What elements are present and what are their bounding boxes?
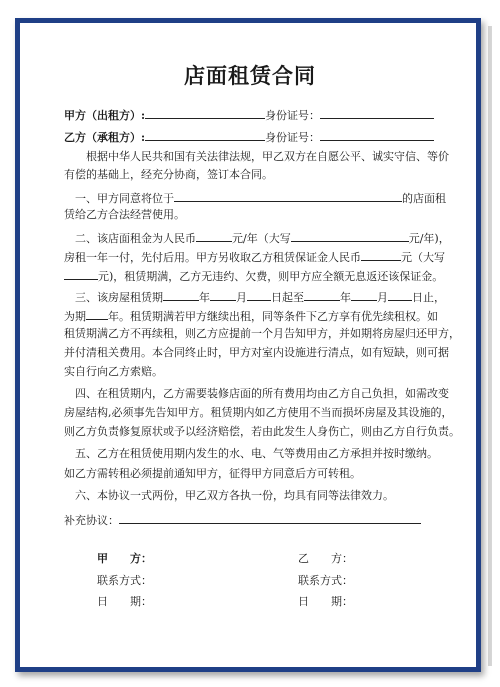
party-a-id-blank[interactable] xyxy=(320,107,434,119)
clause-2-line-3 xyxy=(64,268,443,284)
clause-3-line-5: 实自行向乙方索赔。 xyxy=(64,365,163,378)
sig-b-date: 日 期： xyxy=(298,595,353,608)
clause-1-location-blank[interactable] xyxy=(174,190,402,202)
clause-4-line-3: 则乙方负责修复原状或予以经济赔偿，若由此发生人身伤亡，则由乙方自行负责。 xyxy=(64,425,460,438)
start-month-unit: 月 xyxy=(236,291,247,304)
party-b-label: 乙方（承租方）: xyxy=(64,131,146,144)
party-b-id-blank[interactable] xyxy=(320,129,434,141)
clause-2-text-c: 元/年)， xyxy=(408,232,450,245)
term-years-blank[interactable] xyxy=(86,308,108,320)
party-a-id-label: 身份证号： xyxy=(265,109,321,122)
start-month-blank[interactable] xyxy=(210,289,236,301)
sig-a-contact: 联系方式： xyxy=(97,574,152,587)
party-b-id-label: 身份证号： xyxy=(265,131,321,144)
supplement-line xyxy=(64,512,421,528)
party-a-label: 甲方（出租方）: xyxy=(64,109,146,122)
sig-b-party: 乙 方： xyxy=(298,552,353,565)
party-b-blank[interactable] xyxy=(145,129,265,141)
page-shadow xyxy=(488,26,492,666)
start-day-unit: 日起至 xyxy=(271,291,304,304)
clause-3-text-b: 为期 xyxy=(64,310,86,323)
clause-4-line-2: 房屋结构,必须事先告知甲方。租赁期内如乙方使用不当而损坏房屋及其设施的， xyxy=(64,406,453,419)
rent-amount-blank[interactable] xyxy=(196,230,232,242)
clause-3-line-3: 租赁期满乙方不再续租，则乙方应提前一个月告知甲方，并如期将房屋归还甲方， xyxy=(64,327,460,340)
sig-a-party: 甲 方： xyxy=(97,552,152,565)
end-month-blank[interactable] xyxy=(351,289,377,301)
end-year-unit: 年 xyxy=(340,291,351,304)
sig-b-contact: 联系方式： xyxy=(298,574,353,587)
clause-2-text-b: 元/年（大写 xyxy=(232,232,291,245)
intro-line-1: 根据中华人民共和国有关法律法规，甲乙双方在自愿公平、诚实守信、等价 xyxy=(86,150,449,163)
start-year-blank[interactable] xyxy=(163,289,199,301)
end-month-unit: 月 xyxy=(377,291,388,304)
clause-5-line-2: 如乙方需转租必须提前通知甲方，征得甲方同意后方可转租。 xyxy=(64,467,361,480)
clause-6-line: 六、本协议一式两份，甲乙双方各执一份，均具有同等法律效力。 xyxy=(75,489,394,502)
clause-5-line-1: 五、乙方在租赁使用期内发生的水、电、气等费用由乙方承担并按时缴纳。 xyxy=(75,447,438,460)
end-day-unit: 日止， xyxy=(412,291,445,304)
supplement-blank[interactable] xyxy=(119,512,421,524)
clause-3-text-c: 年。租赁期满若甲方继续出租，同等条件下乙方享有优先续租权。如 xyxy=(108,310,438,323)
clause-1-text-a: 一、甲方同意将位于 xyxy=(75,192,174,205)
clause-1-line-2: 赁给乙方合法经营使用。 xyxy=(64,208,185,221)
deposit-uppercase-blank[interactable] xyxy=(64,268,98,280)
clause-3-line-2 xyxy=(64,308,438,324)
clause-3-line-4: 并付清租关费用。本合同终止时，甲方对室内设施进行清点，如有短缺，则可据 xyxy=(64,346,449,359)
clause-2-text-a: 二、该店面租金为人民币 xyxy=(75,232,196,245)
clause-2-line-2 xyxy=(64,249,445,265)
deposit-amount-blank[interactable] xyxy=(361,249,401,261)
document-title: 店面租赁合同 xyxy=(184,64,316,88)
clause-2-text-d: 房租一年一付，先付后用。甲方另收取乙方租赁保证金人民币 xyxy=(64,251,361,264)
start-day-blank[interactable] xyxy=(247,289,271,301)
end-year-blank[interactable] xyxy=(304,289,340,301)
clause-2-text-f: 元)，租赁期满，乙方无违约、欠费，则甲方应全额无息返还该保证金。 xyxy=(98,270,444,283)
clause-3-line-1 xyxy=(75,289,445,305)
clause-1-line-1 xyxy=(75,190,446,206)
party-a-line xyxy=(64,107,434,123)
intro-line-2: 有偿的基础上，经充分协商，签订本合同。 xyxy=(64,168,273,181)
clause-4-line-1: 四、在租赁期内，乙方需要装修店面的所有费用均由乙方自己负担，如需改变 xyxy=(75,387,449,400)
supplement-label: 补充协议： xyxy=(64,514,119,527)
rent-uppercase-blank[interactable] xyxy=(291,230,409,242)
clause-2-text-e: 元（大写 xyxy=(401,251,445,264)
party-a-blank[interactable] xyxy=(145,107,265,119)
clause-3-text-a: 三、该房屋租赁期 xyxy=(75,291,163,304)
party-b-line xyxy=(64,129,434,145)
end-day-blank[interactable] xyxy=(388,289,412,301)
start-year-unit: 年 xyxy=(199,291,210,304)
clause-2-line-1 xyxy=(75,230,450,246)
sig-a-date: 日 期： xyxy=(97,595,152,608)
clause-1-text-b: 的店面租 xyxy=(402,192,446,205)
